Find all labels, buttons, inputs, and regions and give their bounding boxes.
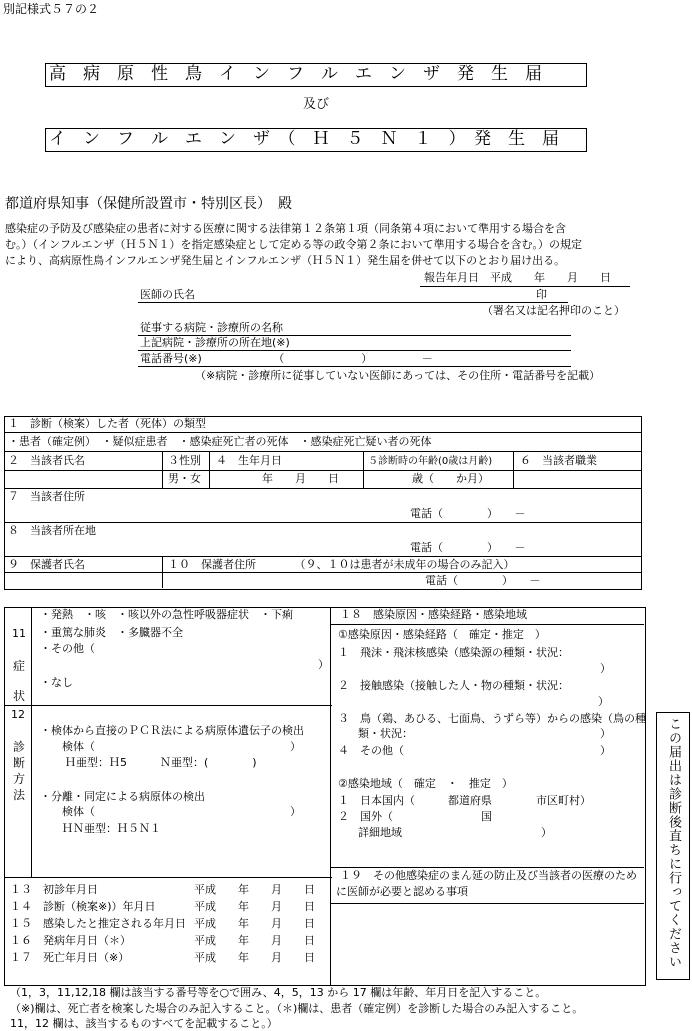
field-1-options[interactable]: ・患者（確定例） ・疑似症患者 ・感染症死亡者の死体 ・感染症死亡疑い者の死体: [8, 435, 432, 448]
field-3-value[interactable]: 男・女: [168, 472, 201, 485]
field-5-label: ５診断時の年齢(0歳は月齢): [368, 456, 493, 467]
s11-item[interactable]: ・重篤な肺炎 ・多臓器不全: [40, 626, 183, 639]
report-date-underline: [420, 286, 630, 287]
field-10-label: １０ 保護者住所 （９、１０は患者が未成年の場合のみ記入）: [168, 558, 515, 571]
t1-line: [4, 432, 642, 433]
s18-contact[interactable]: ２ 接触感染（接触した人・物の種類・状況：: [338, 679, 569, 692]
date-16-value[interactable]: 平成 年 月 日: [194, 934, 315, 947]
s18-overseas[interactable]: ２ 国外（ 国: [338, 810, 492, 823]
s12-subtype[interactable]: Ｈ亜型：Ｈ5 Ｎ亜型：( ): [65, 756, 257, 769]
title-box-main: [45, 63, 587, 87]
t1-vline: [162, 556, 163, 588]
field-4-value[interactable]: 年 月 日: [262, 472, 339, 485]
hospital-address-underline: [138, 350, 571, 351]
t2-vline: [31, 607, 32, 877]
field-6-label: ６ 当該者職業: [520, 454, 597, 467]
s18-region[interactable]: ②感染地域（ 確定 ・ 推定 ）: [338, 777, 513, 790]
s18-close-paren: ）: [541, 826, 552, 839]
intro-line-1: 感染症の予防及び感染症の患者に対する医療に関する法律第１２条第１項（同条第４項において準用する場合を含: [5, 222, 566, 235]
s12-number: 12: [11, 708, 25, 721]
s18-domestic[interactable]: １ 日本国内（ 都道府県 市区町村）: [338, 794, 591, 807]
field-7-label: ７ 当該者住所: [8, 490, 85, 503]
report-date: 報告年月日 平成 年 月 日: [424, 271, 611, 284]
s11-label-char: 症: [13, 659, 26, 673]
s18-close-paren: ）: [600, 727, 611, 740]
t1-vline: [209, 451, 210, 488]
date-17-value[interactable]: 平成 年 月 日: [194, 951, 315, 964]
t2-line: [330, 867, 644, 868]
s12-close-paren: ）: [290, 740, 301, 753]
s12-item[interactable]: ・分離・同定による病原体の検出: [40, 790, 205, 803]
field-3-label: ３性別: [168, 454, 201, 467]
s18-cause-route[interactable]: ①感染原因・感染経路（ 確定・推定 ）: [338, 628, 546, 641]
s19-label-line-1: １９ その他感染症のまん延の防止及び当該者の医療のため: [340, 869, 637, 882]
t1-vline: [162, 451, 163, 488]
s12-specimen[interactable]: 検体（: [62, 805, 95, 818]
footnote-line-1: （1，3，11,12,18 欄は該当する番号等を○で囲み、4，5，13 から 17 欄は年齢、年月日を記入すること。: [10, 986, 547, 999]
t1-vline: [363, 451, 364, 488]
field-4-label: ４ 生年月日: [216, 454, 282, 467]
phone-underline: [138, 366, 571, 367]
date-14-label: １４ 診断（検案※)）年月日: [10, 900, 156, 913]
date-17-label: １７ 死亡年月日（※）: [10, 951, 130, 964]
intro-line-2: む。）（インフルエンザ（Ｈ５Ｎ１）を指定感染症として定める等の政令第２条において準用する場合を含む。）の規定: [5, 238, 583, 251]
s11-number: 11: [12, 627, 26, 640]
side-note-box: [656, 712, 690, 980]
field-8-phone[interactable]: 電話（ ） －: [410, 541, 526, 554]
t1-line: [4, 572, 642, 573]
s12-hn-subtype[interactable]: ＨＮ亜型：Ｈ５Ｎ１: [62, 822, 161, 835]
s12-label-char: 方: [13, 772, 26, 786]
t2-line: [4, 877, 332, 878]
intro-line-3: により、高病原性鳥インフルエンザ発生届とインフルエンザ（Ｈ５Ｎ１）発生届を併せて以下のとおり届け出る。: [5, 254, 566, 267]
s12-label-char: 断: [13, 756, 26, 770]
s12-close-paren: ）: [290, 805, 301, 818]
s12-label-char: 法: [13, 788, 26, 802]
s18-close-paren: ）: [600, 744, 611, 757]
s12-item[interactable]: ・検体から直接のＰＣＲ法による病原体遺伝子の検出: [40, 724, 304, 737]
s18-detail-region[interactable]: 詳細地域: [358, 826, 402, 839]
footnote-line-2: （※)欄は、死亡者を検案した場合のみ記入すること。（＊)欄は、患者（確定例）を診断した場合のみ記入すること。: [10, 1002, 584, 1015]
t1-line: [4, 451, 642, 452]
doctor-note: （※病院・診療所に従事していない医師にあっては、その住所・電話番号を記載）: [195, 369, 601, 382]
title-box-sub: [45, 128, 587, 152]
s11-label-char: 状: [13, 689, 26, 703]
t1-vline: [513, 451, 514, 488]
s18-bird[interactable]: ３ 鳥（鶏、あひる、七面鳥、うずら等）からの感染（鳥の種: [338, 712, 646, 725]
field-2-label: ２ 当該者氏名: [8, 454, 85, 467]
footnote-line-3: 11，12 欄は、該当するものすべてを記載すること。）: [10, 1017, 278, 1030]
s18-bird-detail[interactable]: 類・状況：: [358, 727, 413, 740]
t1-line: [4, 470, 642, 471]
s12-label-char: 診: [13, 740, 26, 754]
s11-item[interactable]: ・発熱 ・咳 ・咳以外の急性呼吸器症状 ・下痢: [40, 608, 293, 621]
field-1-label: １ 診断（検案）した者（死体）の類型: [8, 417, 206, 430]
title-main: 高 病 原 性 鳥 イ ン フ ル エ ン ザ 発 生 届: [49, 64, 542, 84]
date-13-value[interactable]: 平成 年 月 日: [194, 883, 315, 896]
t2-line: [4, 705, 332, 706]
s11-close-paren: ）: [318, 658, 329, 671]
t2-vline: [330, 607, 331, 985]
hospital-label: 従事する病院・診療所の名称: [140, 321, 283, 334]
s18-close-paren: ）: [598, 695, 609, 708]
title-sub: イ ン フ ル エ ン ザ （ Ｈ ５ Ｎ １ ） 発 生 届: [49, 129, 559, 149]
date-16-label: １６ 発病年月日（＊）: [10, 934, 131, 947]
hospital-address-label: 上記病院・診療所の所在地(※): [140, 336, 290, 349]
phone-label: 電話番号(※) （ ） －: [140, 352, 433, 365]
date-15-value[interactable]: 平成 年 月 日: [194, 917, 315, 930]
addressee: 都道府県知事（保健所設置市・特別区長） 殿: [5, 196, 292, 212]
t1-line: [4, 488, 642, 489]
date-14-value[interactable]: 平成 年 月 日: [194, 900, 315, 913]
t2-line: [330, 903, 644, 904]
field-5-value[interactable]: 歳（ か月）: [412, 472, 489, 485]
seal-note: （署名又は記名押印のこと）: [482, 304, 625, 317]
title-conjunction: 及び: [303, 97, 330, 112]
s11-item[interactable]: ・なし: [40, 676, 73, 689]
doctor-name-underline: [138, 302, 568, 303]
date-13-label: １３ 初診年月日: [10, 883, 98, 896]
seal-mark: 印: [536, 288, 547, 301]
date-15-label: １５ 感染したと推定される年月日: [10, 917, 186, 930]
field-7-phone[interactable]: 電話（ ） －: [410, 507, 526, 520]
side-note: この届出は診断後直ちに行ってください: [666, 717, 681, 969]
field-8-label: ８ 当該者所在地: [8, 524, 96, 537]
t2-line: [330, 624, 644, 625]
form-number: 別記様式５７の２: [3, 2, 100, 16]
field-10-phone[interactable]: 電話（ ） －: [425, 574, 541, 587]
t1-line: [4, 522, 642, 523]
s18-header: １８ 感染原因・感染経路・感染地域: [340, 608, 527, 621]
doctor-name-label: 医師の氏名: [140, 288, 195, 301]
s11-item[interactable]: ・その他（: [40, 642, 95, 655]
t1-line: [4, 556, 642, 557]
s19-label-line-2: に医師が必要と認める事項: [336, 885, 468, 898]
s18-other[interactable]: ４ その他（: [338, 744, 404, 757]
field-9-label: ９ 保護者氏名: [8, 558, 85, 571]
s18-droplet[interactable]: １ 飛沫・飛沫核感染（感染源の種類・状況：: [338, 646, 569, 659]
s18-close-paren: ）: [600, 662, 611, 675]
s12-specimen[interactable]: 検体（: [62, 740, 95, 753]
